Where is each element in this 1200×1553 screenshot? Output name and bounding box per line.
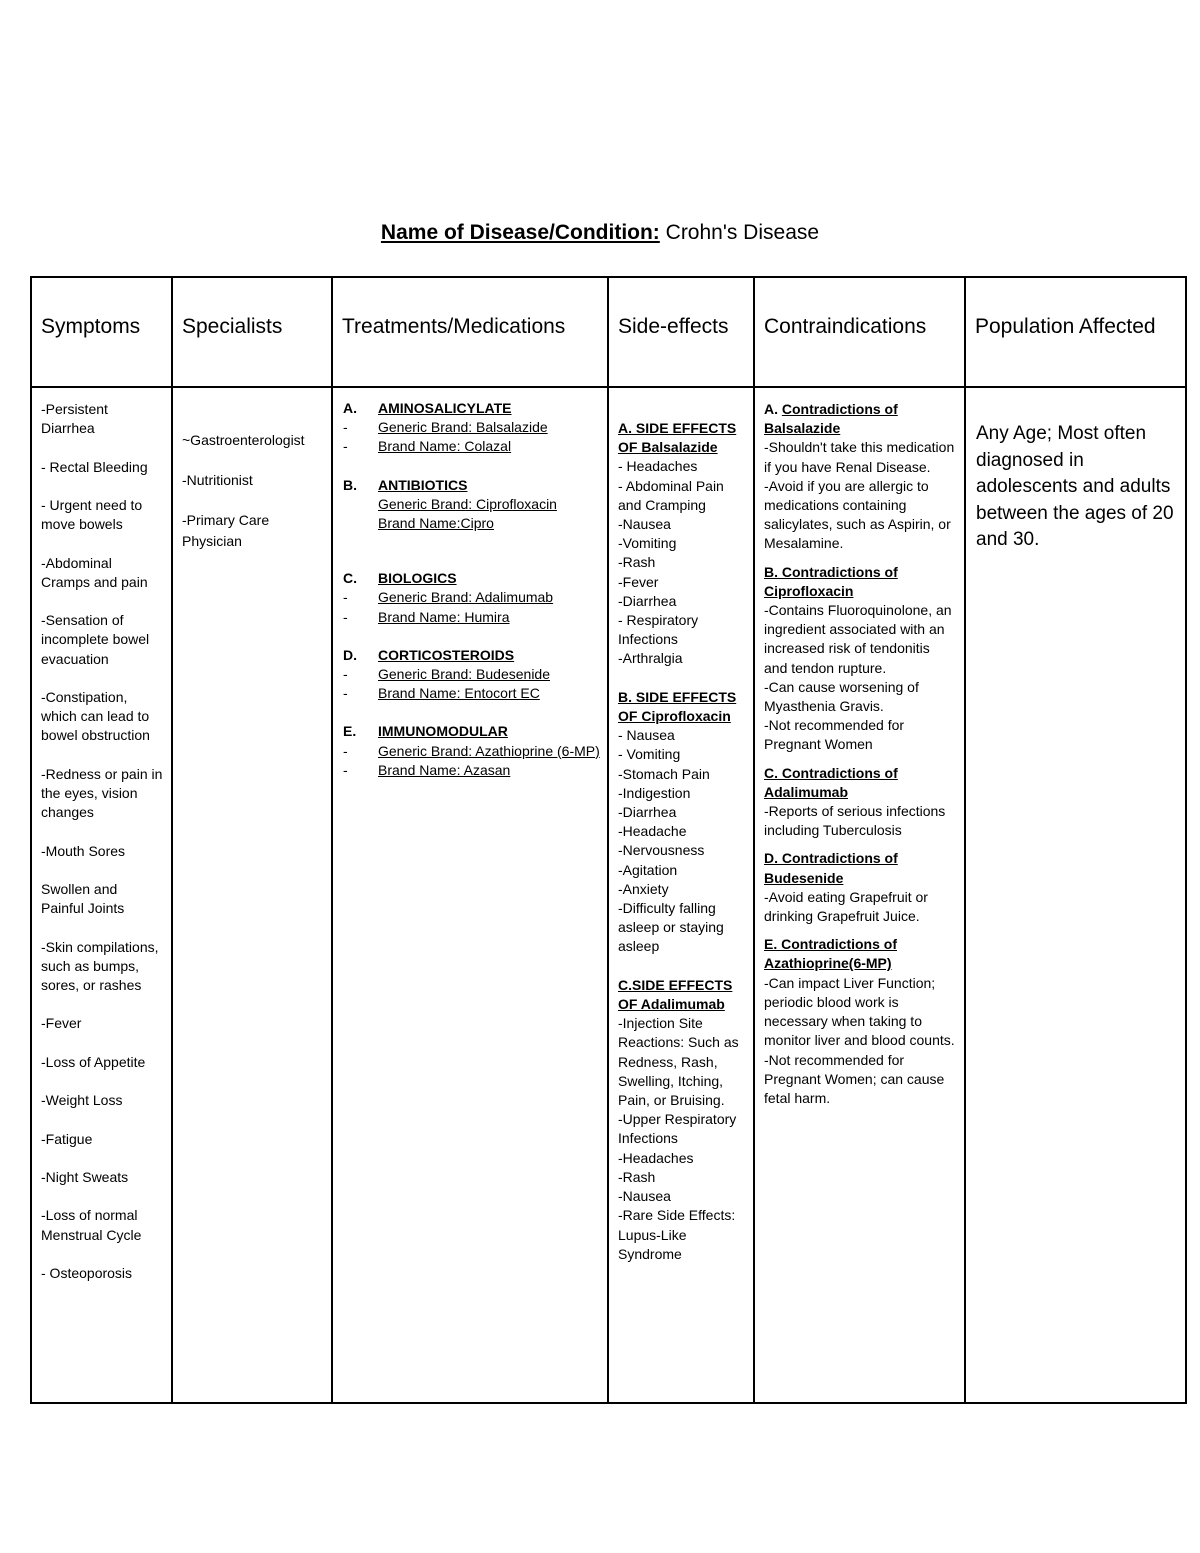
header-contraindications: Contraindications	[764, 315, 927, 338]
contra-heading: E. Contradictions of Azathioprine(6-MP)	[764, 936, 897, 972]
contra-item: -Reports of serious infections including Tuberculosis	[764, 803, 946, 839]
specialist-item: ~Gastroenterologist	[182, 432, 305, 448]
symptom-item: -Fatigue	[41, 1130, 93, 1147]
treatment-generic: Generic Brand: Azathioprine (6-MP)	[378, 742, 600, 759]
treatment-class: CORTICOSTEROIDS	[378, 646, 515, 663]
side-effect-item: - Headaches	[618, 458, 698, 475]
treatment-brand: Brand Name:Cipro	[378, 515, 494, 532]
side-effect-item: - Respiratory Infections	[618, 612, 699, 648]
treatment-group-b	[343, 476, 601, 534]
treatment-generic: Generic Brand: Ciprofloxacin	[378, 495, 557, 512]
side-effect-item: - Nausea	[618, 727, 675, 744]
contra-heading: D. Contradictions of Budesenide	[764, 850, 898, 886]
contra-budesenide	[764, 849, 956, 926]
contra-azathioprine	[764, 935, 956, 1108]
symptom-item: -Loss of normal Menstrual Cycle	[41, 1207, 142, 1243]
side-effect-item: -Injection Site Reactions: Such as Redness, Rash, Swelling, Itching, Pain, or Bruising.	[618, 1015, 739, 1109]
contra-heading: B. Contradictions of Ciprofloxacin	[764, 563, 898, 599]
treatment-class: AMINOSALICYLATE	[378, 400, 512, 416]
treatments-cell	[333, 388, 607, 780]
contra-prefix: A.	[764, 401, 782, 417]
symptom-item: -Skin compilations, such as bumps, sores, or rashes	[41, 938, 159, 993]
treatment-dash: -	[343, 666, 348, 683]
side-effect-item: -Rare Side Effects: Lupus-Like Syndrome	[618, 1207, 736, 1262]
header-specialists: Specialists	[182, 315, 283, 338]
treatment-class: IMMUNOMODULAR	[378, 723, 508, 740]
contra-item: -Avoid if you are allergic to medications containing salicylates, such as Aspirin, or Mesalamine.	[764, 477, 951, 552]
treatment-dash: -	[343, 589, 348, 606]
treatment-class: BIOLOGICS	[378, 570, 457, 587]
side-effects-balsalazide	[618, 419, 745, 669]
header-treatments: Treatments/Medications	[342, 315, 566, 338]
side-effect-item: -Stomach Pain	[618, 765, 710, 782]
treatment-dash: -	[343, 742, 348, 759]
side-effect-item: - Vomiting	[618, 746, 681, 763]
symptom-item: -Night Sweats	[41, 1168, 129, 1185]
side-effect-item: -Rash	[618, 1168, 656, 1185]
side-effects-cell	[609, 388, 753, 1264]
header-population: Population Affected	[975, 315, 1156, 338]
treatment-group-e	[343, 722, 601, 780]
side-effect-item: -Upper Respiratory Infections	[618, 1111, 737, 1147]
side-effect-item: -Agitation	[618, 861, 678, 878]
treatment-generic: Generic Brand: Balsalazide	[378, 419, 548, 436]
symptom-item: - Osteoporosis	[41, 1264, 133, 1281]
treatment-dash: -	[343, 419, 348, 436]
contra-heading: C. Contradictions of Adalimumab	[764, 764, 898, 800]
treatment-marker: E.	[343, 723, 357, 740]
treatment-marker: B.	[343, 476, 357, 493]
side-effect-item: -Indigestion	[618, 784, 691, 801]
side-effects-ciprofloxacin	[618, 688, 745, 957]
side-effect-item: -Headaches	[618, 1149, 694, 1166]
symptom-item: -Sensation of incomplete bowel evacuation	[41, 612, 150, 667]
side-effect-item: -Rash	[618, 554, 656, 571]
header-row	[31, 277, 1186, 387]
page-title	[0, 221, 1200, 245]
specialist-item: -Nutritionist	[182, 472, 253, 489]
contra-item: -Can cause worsening of Myasthenia Gravis.	[764, 678, 919, 715]
symptom-item: - Rectal Bleeding	[41, 458, 148, 475]
contra-item: -Contains Fluoroquinolone, an ingredient associated with an increased risk of tendonitis and tendon rupture.	[764, 602, 952, 676]
symptom-item: -Loss of Appetite	[41, 1053, 146, 1070]
header-symptoms: Symptoms	[41, 315, 141, 338]
disease-table	[30, 276, 1187, 1404]
symptom-item: Swollen and Painful Joints	[41, 880, 125, 917]
side-effect-item: -Anxiety	[618, 880, 669, 897]
symptom-item: -Mouth Sores	[41, 842, 126, 859]
contraindications-cell	[755, 388, 964, 1108]
side-effect-item: - Abdominal Pain and Cramping	[618, 477, 724, 513]
symptoms-cell	[32, 388, 171, 1283]
side-effect-item: -Arthralgia	[618, 650, 683, 667]
symptom-item: - Urgent need to move bowels	[41, 496, 143, 533]
treatment-group-a	[343, 399, 601, 457]
treatment-brand: Brand Name: Colazal	[378, 438, 512, 455]
side-effect-item: -Diarrhea	[618, 804, 677, 821]
side-effects-heading: A. SIDE EFFECTS OF Balsalazide	[618, 420, 737, 456]
title-value: Crohn's Disease	[659, 221, 820, 244]
contra-item: -Can impact Liver Function; periodic blood work is necessary when taking to monitor liver and blood counts.	[764, 974, 955, 1049]
symptom-item: -Persistent Diarrhea	[41, 401, 108, 437]
treatment-marker: C.	[343, 570, 357, 587]
side-effect-item: -Fever	[618, 573, 659, 590]
contra-item: -Avoid eating Grapefruit or drinking Grapefruit Juice.	[764, 888, 928, 925]
population-text: Any Age; Most often diagnosed in adolescents and adults between the ages of 20 and 30.	[976, 423, 1174, 550]
treatment-class: ANTIBIOTICS	[378, 476, 468, 493]
contra-item: -Not recommended for Pregnant Women	[764, 717, 905, 753]
treatment-dash: -	[343, 608, 348, 625]
treatment-dash: -	[343, 761, 348, 778]
symptom-item: -Fever	[41, 1015, 82, 1032]
treatment-brand: Brand Name: Humira	[378, 608, 510, 625]
symptom-item: -Constipation, which can lead to bowel obstruction	[41, 688, 150, 744]
treatment-group-c	[343, 569, 601, 627]
contra-balsalazide	[764, 400, 956, 554]
side-effect-item: -Nervousness	[618, 842, 705, 859]
side-effect-item: -Vomiting	[618, 535, 677, 552]
treatment-dash: -	[343, 438, 348, 455]
contra-ciprofloxacin	[764, 563, 956, 755]
treatment-brand: Brand Name: Entocort EC	[378, 685, 540, 702]
side-effect-item: -Diarrhea	[618, 592, 677, 609]
specialist-item: -Primary Care Physician	[182, 512, 270, 550]
treatment-group-d	[343, 646, 601, 704]
treatment-marker: A.	[343, 400, 357, 416]
side-effects-adalimumab	[618, 976, 745, 1264]
title-label: Name of Disease/Condition:	[380, 221, 660, 244]
header-side-effects: Side-effects	[618, 315, 729, 338]
side-effect-item: -Nausea	[618, 516, 671, 533]
contra-item: -Shouldn't take this medication if you have Renal Disease.	[764, 439, 955, 475]
contra-item: -Not recommended for Pregnant Women; can cause fetal harm.	[764, 1051, 945, 1106]
side-effects-heading: C.SIDE EFFECTS OF Adalimumab	[618, 976, 733, 1013]
specialists-cell	[173, 388, 331, 552]
symptom-item: -Redness or pain in the eyes, vision changes	[41, 765, 163, 821]
contra-heading: Contradictions of Balsalazide	[764, 401, 898, 437]
symptom-item: -Weight Loss	[41, 1092, 123, 1109]
side-effects-heading: B. SIDE EFFECTS OF Ciprofloxacin	[618, 688, 737, 725]
side-effect-item: -Nausea	[618, 1188, 671, 1205]
treatment-brand: Brand Name: Azasan	[378, 761, 511, 778]
treatment-marker: D.	[343, 646, 357, 663]
content-row	[31, 387, 1186, 1403]
treatment-dash: -	[343, 685, 348, 702]
side-effect-item: -Headache	[618, 823, 687, 840]
side-effect-item: -Difficulty falling asleep or staying asleep	[618, 900, 724, 955]
treatment-generic: Generic Brand: Adalimumab	[378, 589, 554, 606]
contra-adalimumab	[764, 764, 956, 841]
treatment-generic: Generic Brand: Budesenide	[378, 666, 550, 683]
symptom-item: -Abdominal Cramps and pain	[41, 554, 148, 590]
